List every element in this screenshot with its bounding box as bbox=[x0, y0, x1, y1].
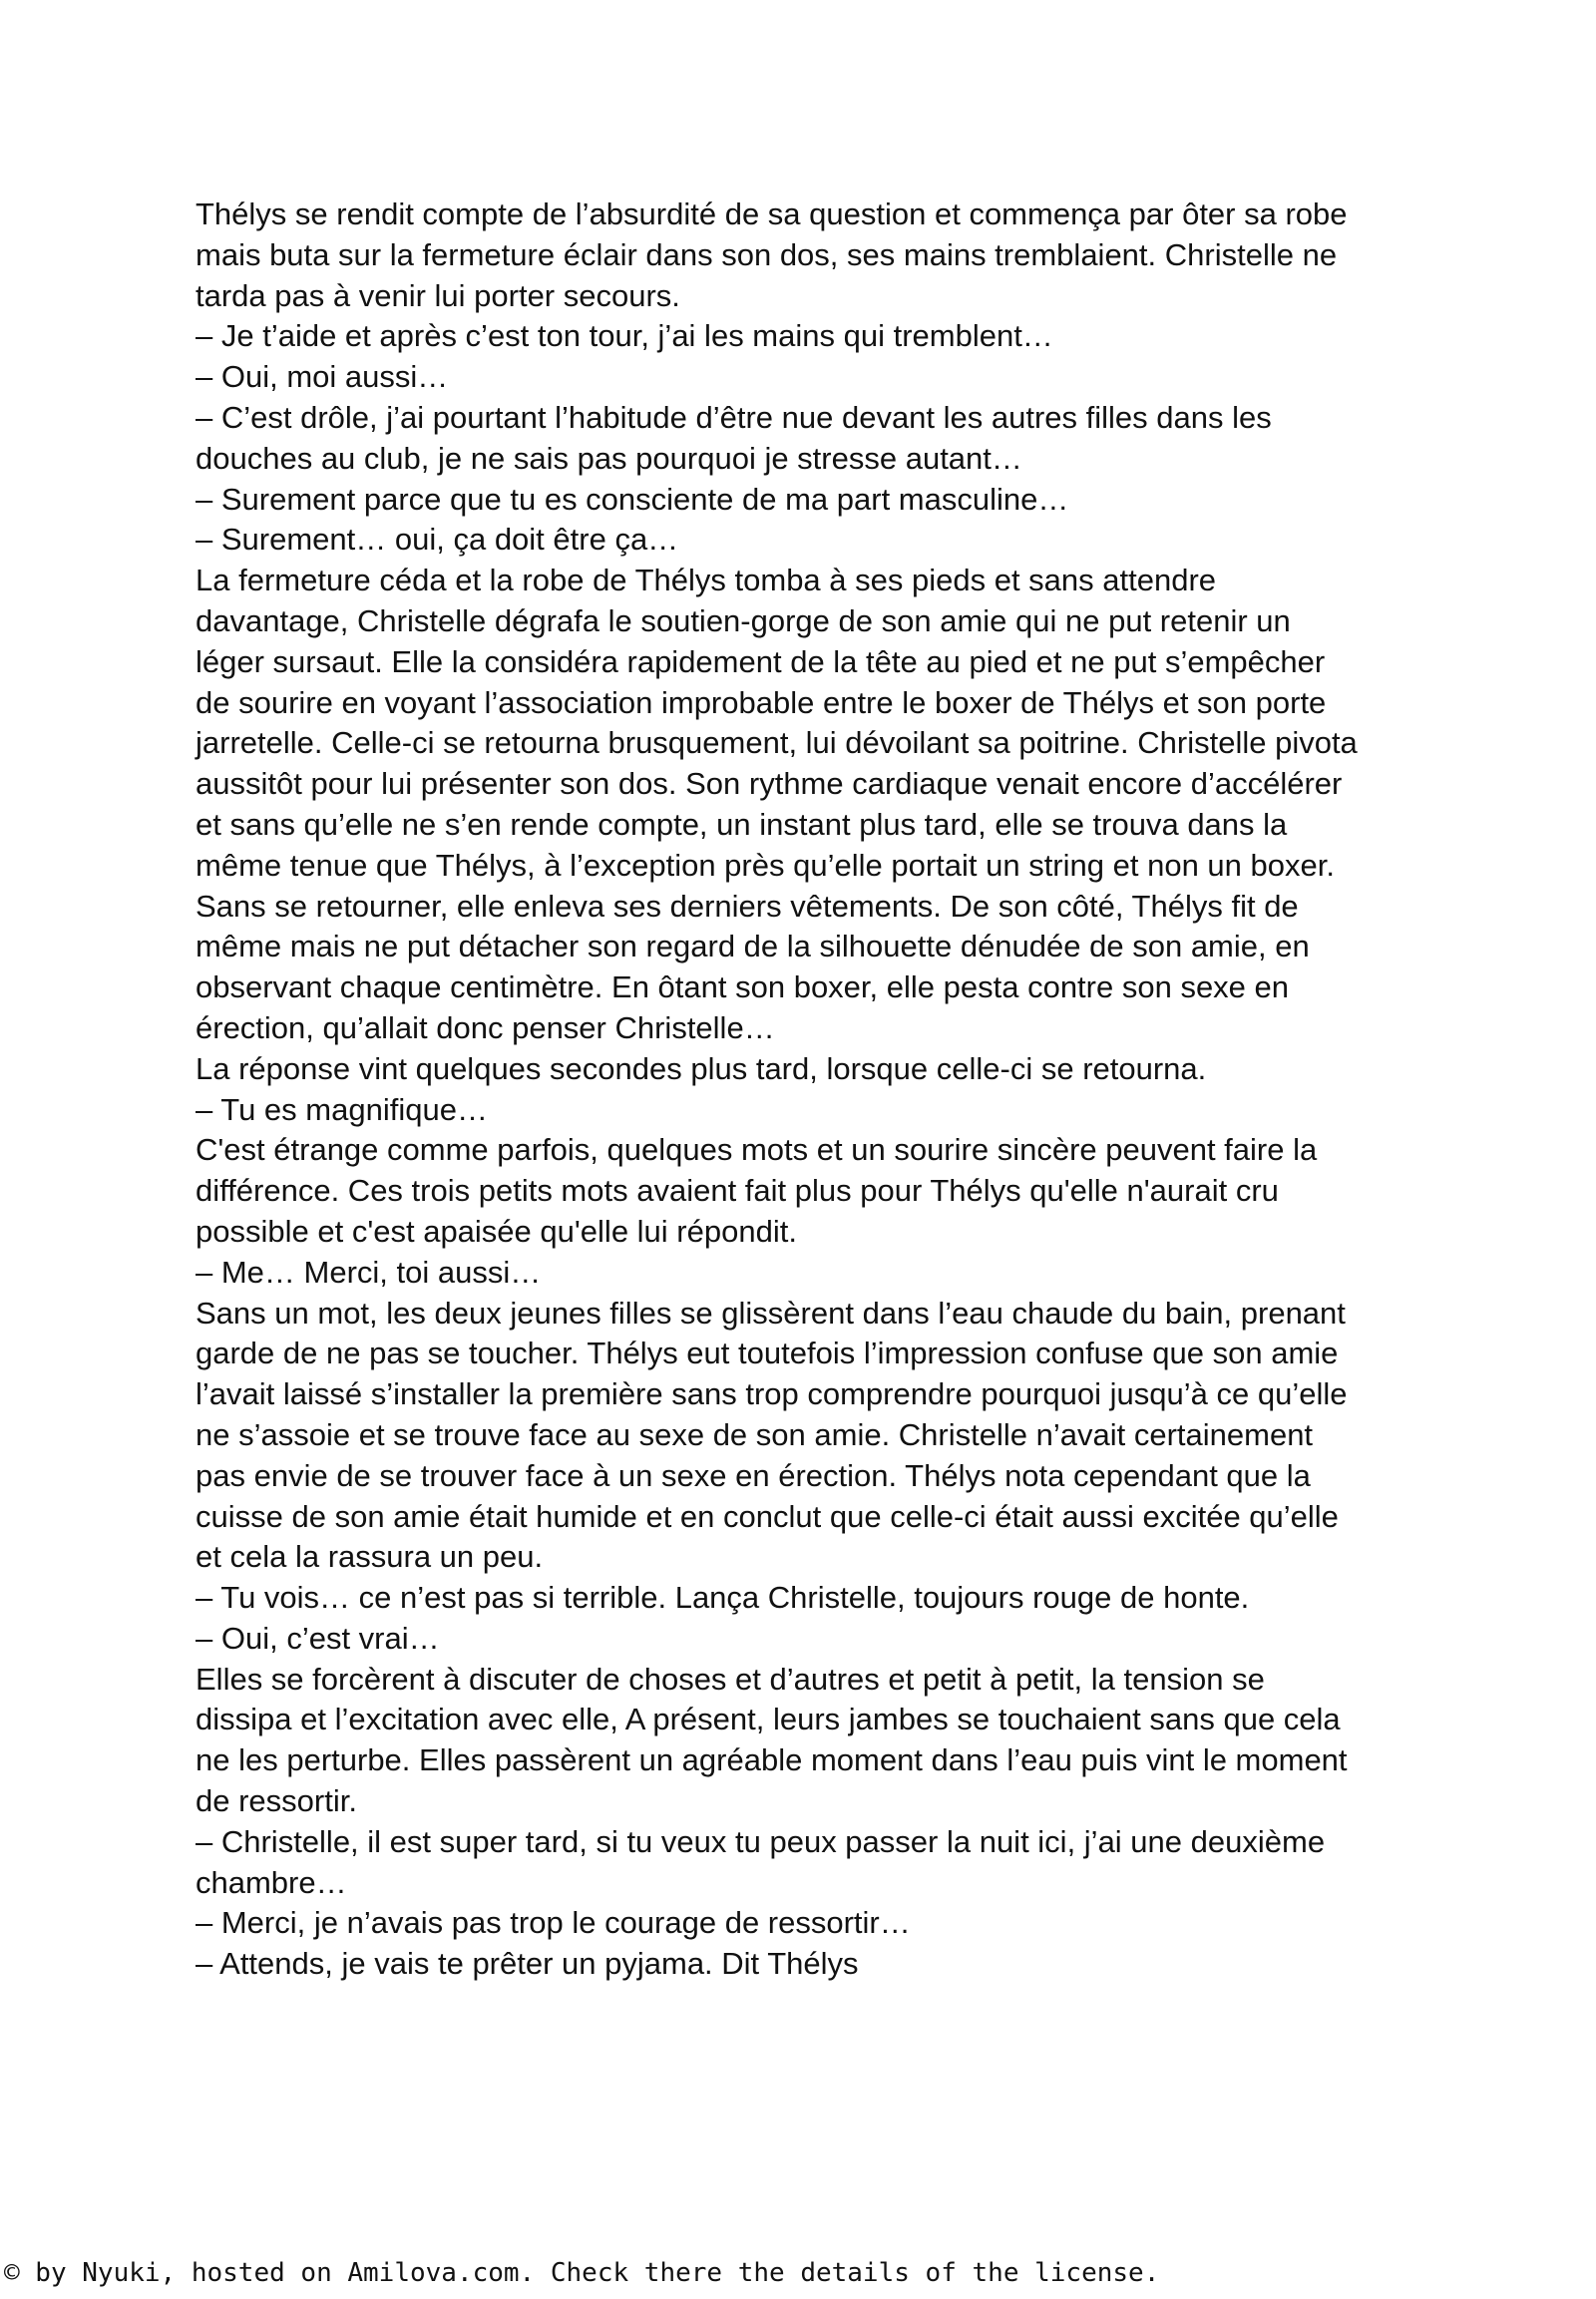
text-line: même mais ne put détacher son regard de la silhouette dénudée de son amie, en bbox=[196, 929, 1310, 964]
text-line: ne s’assoie et se trouve face au sexe de son amie. Christelle n’avait certainement bbox=[196, 1416, 1314, 1452]
text-line: cuisse de son amie était humide et en conclut que celle-ci était aussi excitée qu’elle bbox=[196, 1498, 1339, 1534]
text-line: ne les perturbe. Elles passèrent un agréable moment dans l’eau puis vint le moment bbox=[196, 1742, 1348, 1778]
text-line: chambre… bbox=[196, 1864, 347, 1900]
text-line: davantage, Christelle dégrafa le soutien-gorge de son amie qui ne put retenir un bbox=[196, 602, 1291, 638]
text-line: – Oui, c’est vrai… bbox=[196, 1620, 440, 1656]
text-line: érection, qu’allait donc penser Christelle… bbox=[196, 1009, 775, 1045]
text-line: et cela la rassura un peu. bbox=[196, 1539, 544, 1575]
text-line: de sourire en voyant l’association improbable entre le boxer de Thélys et son porte bbox=[196, 684, 1327, 720]
text-line: dissipa et l’excitation avec elle, A présent, leurs jambes se touchaient sans que cela bbox=[196, 1702, 1341, 1737]
text-line: tarda pas à venir lui porter secours. bbox=[196, 277, 680, 313]
text-line: observant chaque centimètre. En ôtant son boxer, elle pesta contre son sexe en bbox=[196, 969, 1290, 1005]
text-line: jarretelle. Celle-ci se retourna brusquement, lui dévoilant sa poitrine. Christelle pivota bbox=[196, 725, 1358, 761]
text-line: douches au club, je ne sais pas pourquoi je stresse autant… bbox=[196, 440, 1022, 476]
text-line: La réponse vint quelques secondes plus tard, lorsque celle-ci se retourna. bbox=[196, 1050, 1207, 1086]
text-line: – C’est drôle, j’ai pourtant l’habitude d’être nue devant les autres filles dans les bbox=[196, 399, 1272, 435]
text-line: Sans un mot, les deux jeunes filles se glissèrent dans l’eau chaude du bain, prenant bbox=[196, 1295, 1346, 1331]
text-line: mais buta sur la fermeture éclair dans son dos, ses mains tremblaient. Christelle ne bbox=[196, 236, 1338, 272]
text-line: et sans qu’elle ne s’en rende compte, un instant plus tard, elle se trouva dans la bbox=[196, 806, 1288, 842]
text-line: pas envie de se trouver face à un sexe en érection. Thélys nota cependant que la bbox=[196, 1457, 1311, 1493]
text-line: même tenue que Thélys, à l’exception près qu’elle portait un string et non un boxer. bbox=[196, 847, 1335, 883]
text-line: – Surement… oui, ça doit être ça… bbox=[196, 522, 679, 558]
text-line: garde de ne pas se toucher. Thélys eut toutefois l’impression confuse que son amie bbox=[196, 1336, 1339, 1371]
text-line: – Oui, moi aussi… bbox=[196, 359, 449, 395]
text-line: – Surement parce que tu es consciente de ma part masculine… bbox=[196, 481, 1069, 517]
text-line: C'est étrange comme parfois, quelques mots et un sourire sincère peuvent faire la bbox=[196, 1132, 1318, 1168]
text-line: – Christelle, il est super tard, si tu veux tu peux passer la nuit ici, j’ai une deuxième bbox=[196, 1823, 1326, 1859]
document-body bbox=[196, 194, 1422, 1985]
text-line: Thélys se rendit compte de l’absurdité de sa question et commença par ôter sa robe bbox=[196, 196, 1348, 231]
text-line: – Attends, je vais te prêter un pyjama. Dit Thélys bbox=[196, 1946, 859, 1982]
text-line: possible et c'est apaisée qu'elle lui répondit. bbox=[196, 1213, 797, 1249]
text-line: – Je t’aide et après c’est ton tour, j’ai les mains qui tremblent… bbox=[196, 318, 1053, 354]
text-line: – Tu es magnifique… bbox=[196, 1091, 488, 1127]
text-line: Sans se retourner, elle enleva ses derniers vêtements. De son côté, Thélys fit de bbox=[196, 888, 1299, 924]
text-line: aussitôt pour lui présenter son dos. Son rythme cardiaque venait encore d’accélérer bbox=[196, 766, 1343, 802]
license-footer: © by Nyuki, hosted on Amilova.com. Check there the details of the license. bbox=[4, 2258, 1160, 2288]
text-line: – Tu vois… ce n’est pas si terrible. Lança Christelle, toujours rouge de honte. bbox=[196, 1580, 1250, 1616]
text-line: de ressortir. bbox=[196, 1783, 357, 1819]
text-line: différence. Ces trois petits mots avaient fait plus pour Thélys qu'elle n'aurait cru bbox=[196, 1173, 1279, 1209]
text-line: Elles se forcèrent à discuter de choses et d’autres et petit à petit, la tension se bbox=[196, 1661, 1265, 1697]
text-line: l’avait laissé s’installer la première sans trop comprendre pourquoi jusqu’à ce qu’elle bbox=[196, 1376, 1348, 1412]
text-line: La fermeture céda et la robe de Thélys tomba à ses pieds et sans attendre bbox=[196, 563, 1217, 598]
text-line: léger sursaut. Elle la considéra rapidement de la tête au pied et ne put s’empêcher bbox=[196, 643, 1326, 679]
text-line: – Me… Merci, toi aussi… bbox=[196, 1254, 542, 1290]
text-line: – Merci, je n’avais pas trop le courage de ressortir… bbox=[196, 1905, 911, 1941]
